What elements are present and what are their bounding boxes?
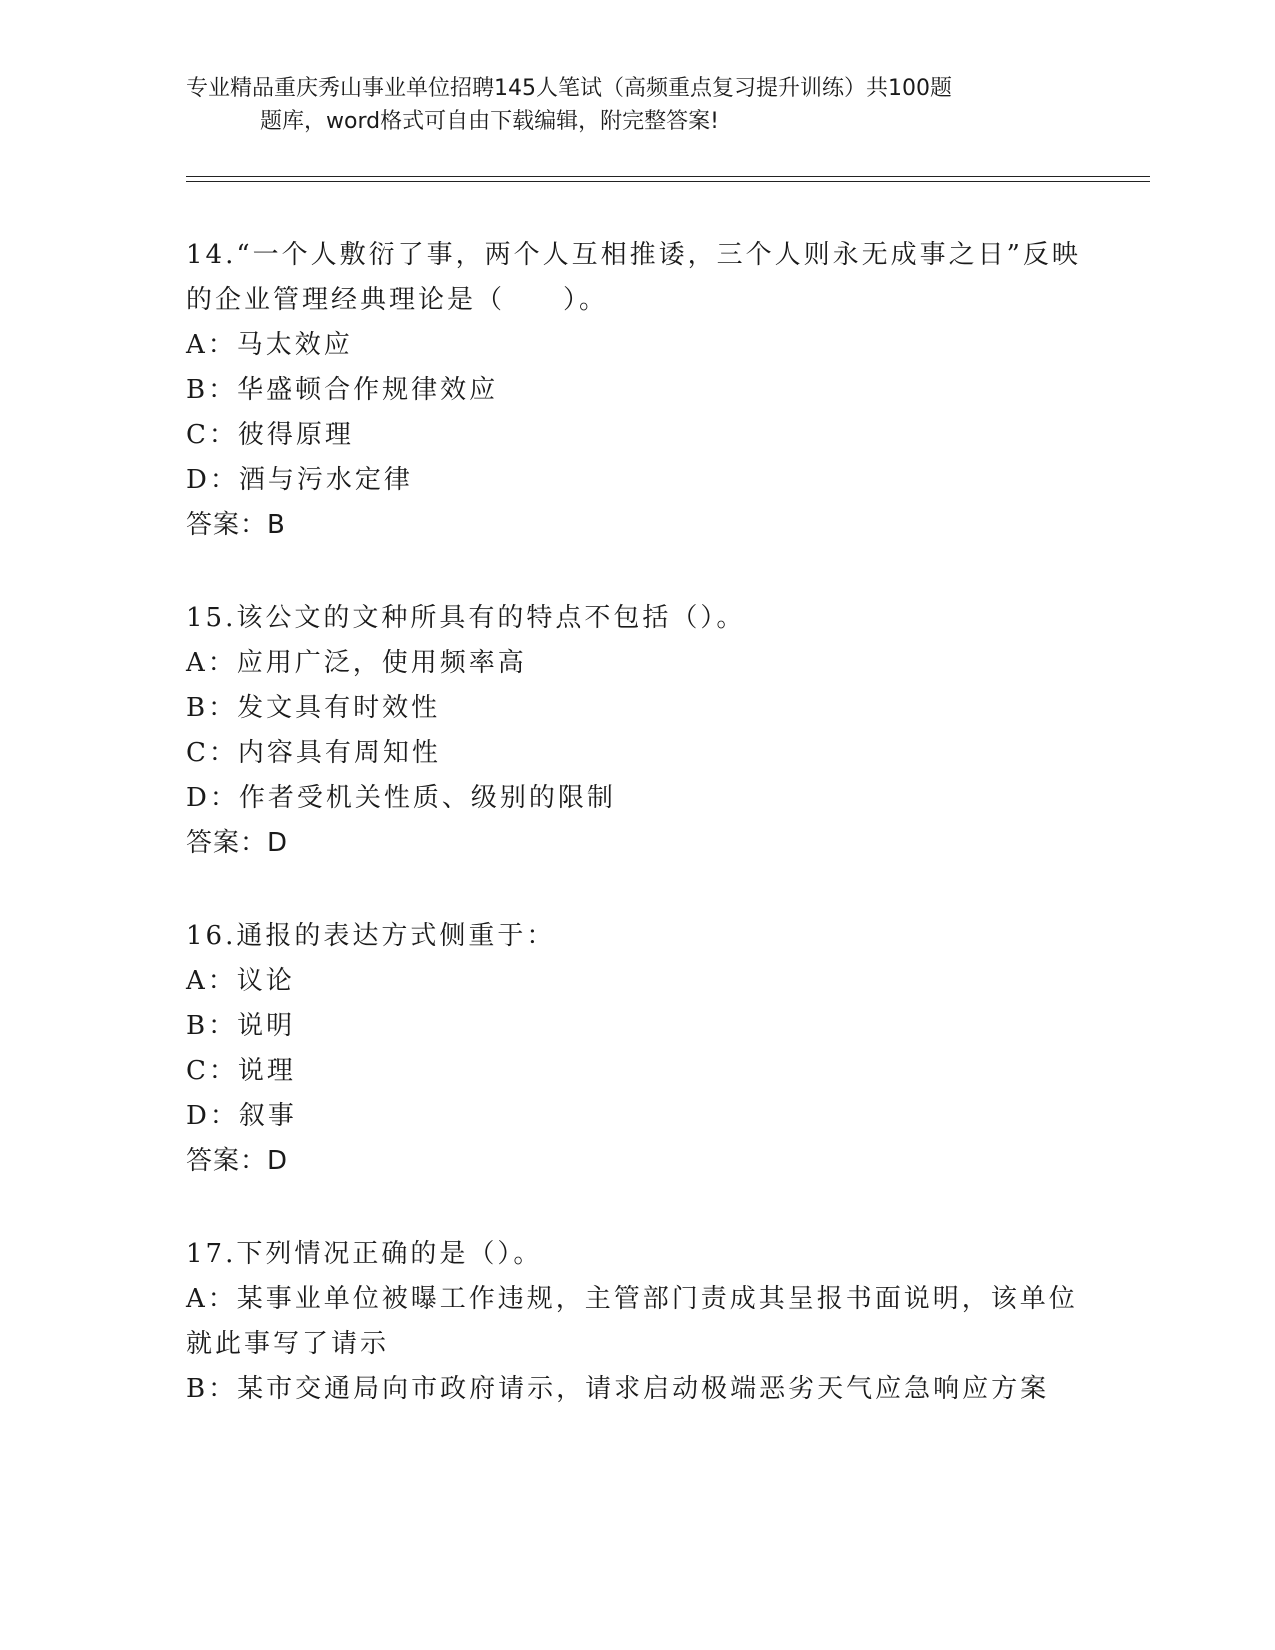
- question-stem: 15.该公文的文种所具有的特点不包括（）。: [186, 603, 746, 633]
- option-a: A：某事业单位被曝工作违规，主管部门责成其呈报书面说明，该单位就此事写了请示: [186, 1284, 1078, 1359]
- option-d: D：酒与污水定律: [186, 465, 413, 495]
- option-b: B：某市交通局向市政府请示，请求启动极端恶劣天气应急响应方案: [186, 1374, 1050, 1404]
- option-a: A：马太效应: [186, 330, 353, 360]
- header-divider-bottom: [186, 181, 1150, 182]
- option-b: B：说明: [186, 1011, 296, 1041]
- answer-line: 答案：D: [186, 1146, 289, 1176]
- question-15: [186, 596, 1086, 866]
- option-c: C：彼得原理: [186, 420, 354, 450]
- question-stem: 17.下列情况正确的是（）。: [186, 1239, 543, 1269]
- question-stem: 14.“一个人敷衍了事，两个人互相推诿，三个人则永无成事之日”反映的企业管理经典理论是（ ）。: [186, 240, 1081, 315]
- option-b: B：发文具有时效性: [186, 693, 441, 723]
- option-c: C：内容具有周知性: [186, 738, 441, 768]
- option-c: C：说理: [186, 1056, 296, 1086]
- option-a: A：议论: [186, 966, 295, 996]
- answer-line: 答案：D: [186, 828, 289, 858]
- question-16: [186, 914, 1086, 1184]
- question-14: [186, 233, 1086, 548]
- header-line-2: 题库，word格式可自由下载编辑，附完整答案!: [260, 109, 719, 134]
- answer-line: 答案：B: [186, 510, 286, 540]
- header-line-1: 专业精品重庆秀山事业单位招聘145人笔试（高频重点复习提升训练）共100题: [186, 76, 952, 101]
- document-header: [186, 72, 1066, 138]
- header-divider-top: [186, 176, 1150, 177]
- option-d: D：叙事: [186, 1101, 297, 1131]
- question-17: [186, 1232, 1086, 1412]
- option-a: A：应用广泛，使用频率高: [186, 648, 527, 678]
- option-b: B：华盛顿合作规律效应: [186, 375, 499, 405]
- question-stem: 16.通报的表达方式侧重于：: [186, 921, 556, 951]
- option-d: D：作者受机关性质、级别的限制: [186, 783, 616, 813]
